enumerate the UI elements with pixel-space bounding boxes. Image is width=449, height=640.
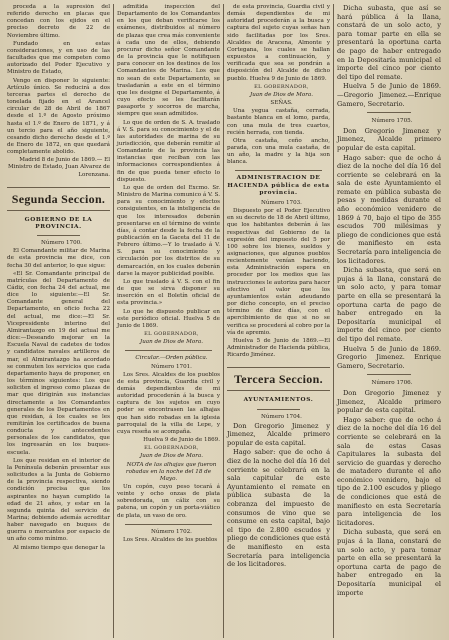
paragraph: Otra castaña, ceño ancho, parada, con una mula castaña, de un año, la madre y la hija son blanca.	[227, 137, 330, 166]
circular-header: Circular.—Orden pública.	[135, 355, 208, 362]
paragraph: Huelva 5 de Junio de 1869. —Gregorio Jimenez.—Enrique Gamero, Secretario.	[337, 82, 441, 108]
column-4	[334, 4, 444, 638]
paragraph: admitida inspección del Departamento de los Comandantes en los que deban verificarse los exámenes, distribuidos al número de plazas que crea más conveniente á cada uno de ellos, debiendo procurar dicho señor Comandante de la provincia que le notifiquen para conocer en los destinos de los Comandantes de Marina. Los que no sean de este Departamento, se trasladarán a este en el término que les designe el Departamento, á cuyo efecto se les facilitarán pasaporte y socorros de marcha, siempre que sean admitidos.	[117, 4, 220, 118]
article-number: Número 1702.	[151, 528, 192, 535]
article-number: Número 1704.	[261, 413, 302, 420]
signature-title: EL GOBERNADOR,	[254, 83, 309, 90]
paragraph: Lo que he dispuesto publicar en este periódico oficial. Huelva 5 de Junio de 1869.	[117, 308, 220, 329]
section-title: Tercera Seccion.	[227, 367, 330, 391]
paragraph: proceda a la supresión del referido derecho en placas que concedan con los ejidos en el preciso decreto de 22 de Noviembre último.	[7, 4, 110, 39]
nota-heading: NOTA de las alhajas que fueron robadas en la noche del 18 de Mayo.	[125, 461, 217, 482]
paragraph: Al mismo tiempo que denegar la	[13, 544, 105, 551]
signature-name: Juan de Dios de Mora.	[139, 453, 204, 460]
paragraph: Los Sres. Alcaldes de los pueblos	[123, 536, 218, 543]
article-number: Número 1700.	[41, 240, 82, 247]
divider	[367, 374, 411, 375]
divider	[367, 112, 411, 113]
subsection-title: AYUNTAMIENTOS.	[243, 397, 314, 404]
paragraph: Don Gregorio Jimenez y Jimenez, Alcalde primero popular de esta capital.	[337, 126, 441, 152]
paragraph: Hago saber: que de ocho á diez de la noche del día 16 del corriente se celebrará en la sala de estas Casas Capitulares la subasta del servicio de guardas y derecho de matadero durante el año económico venidero, bajo el tipo de 2.100 escudos y pliego de condiciones que está de manifiesto en esta Secretaría para inteligencia de los licitadores.	[337, 415, 441, 527]
paragraph: El Comandante militar de Marina de esta provincia me dice, con fecha 30 del anterior, lo que sigue:	[7, 248, 110, 269]
paragraph: Dicha subasta, que será en pujas á la llana, constará de un solo acto, y para tomar parte en ella se presentará la oportuna carta de pago de haber entregado en la Depositaría municipal el importe	[337, 528, 441, 597]
paragraph: Hago saber: que de ocho á diez de la noche del día 16 del corriente se celebrará en la sala de este Ayuntamiento el remate en pública subasta de pesas y medidas durante el año económico venidero de 1869 á 70, bajo el tipo de 355 escudos 700 milésimas y pliego de condiciones que está de manifiesto en esta Secretaría para inteligencia de los licitadores.	[337, 153, 441, 265]
column-2	[114, 4, 224, 638]
column-3	[224, 4, 334, 638]
signature-title: EL GOBERNADOR,	[144, 445, 199, 452]
paragraph: Don Gregorio Jimenez y Jimenez, Alcalde primero popular de esta capital.	[337, 388, 441, 415]
paragraph: Dicha subasta, que así se hará pública á la llana, constará de un solo acto, y para tomar parte en ella se presentará la oportuna carta de pago de haber entregado en la Depositaría municipal el importe del cinco por ciento del tipo del remate.	[337, 4, 441, 81]
subsection-title: ADMINISTRACION DE HACIENDA pública de esta provincia.	[227, 175, 330, 196]
article-number: Número 1705.	[371, 118, 413, 125]
divider	[37, 235, 80, 236]
signature-title: EL GOBERNADOR,	[144, 331, 199, 338]
paragraph: Huelva 5 de Junio de 1869.—El Administrador de Hacienda pública, Ricardo Jiménez.	[227, 337, 330, 359]
paragraph: Vengo en disponer lo siguiente: Artículo único. Se reducirá a dos terceras partes el derecho de tonelada fijado en el Arancel circular de 28 de Abril de 1867 desde el 1.º de Agosto próximo hasta el 1.º de Enero de 1871, y á un tercio para el año siguiente, cesando dicho derecho desde el 1.º de Enero de 1872, en que quedará completamente abolido.	[7, 77, 110, 156]
section-title: Segunda Seccion.	[7, 187, 110, 211]
paragraph: Don Gregorio Jimenez y Jimenez, Alcalde primero popular de esta capital.	[227, 421, 330, 447]
article-number: Número 1703.	[261, 199, 302, 206]
divider	[257, 409, 300, 410]
paragraph: de esta provincia, Guardia civil y demás dependientes de mi autoridad procederán a la busca y captura del sujeto cuyas señas han sido facilitadas por los Sres. Alcaldes de Aracena, Almonte y Cortegana, los cuales se hallan expuestos a continuación, y verificada que sea se pondrán a disposición del Alcalde de dicho pueblo. Huelva 9 de Junio de 1869.	[227, 4, 330, 82]
paragraph: Hago saber: que de ocho á diez de la noche del día 16 del corriente se celebrará en la sala capitular de este Ayuntamiento el remate en pública subasta de la cobranza del impuesto de consumos de vino que se consume en esta capital, bajo el tipo de 2.800 escudos y pliego de condiciones que está de manifiesto en esta Secretaría para inteligencia de los licitadores.	[227, 448, 330, 569]
paragraph: Lo que traslado á V. S. con el fin de que se sirva disponer su inserción en el Boletín oficial de esta provincia.»	[117, 278, 220, 307]
paragraph: Los que residan en el interior de la Península deberán presentar sus solicitudes a la Junta de Gobierno de la provincia respectiva, siendo condición precisa que los aspirantes no hayan cumplido la edad de 21 años, y estar en la segunda quinta del servicio de Marina; debiendo además acreditar haber navegado en buques de guerra o mercantes por espacio de un año como mínimo.	[7, 457, 110, 543]
senas-heading: SEÑAS.	[270, 100, 293, 107]
paragraph: Una yegua castaña, cerrada, bastante blanca en el lomo, parda, con una mula de tres cuartos, recién herrada, con tienda.	[227, 108, 330, 136]
column-1	[4, 4, 114, 638]
paragraph: Huelva 5 de Junio de 1869. Gregorio Jimenez. Enrique Gamero, Secretario.	[337, 344, 441, 370]
date-line: Madrid 8 de Junio de 1869.— El Ministro de Estado, Juan Alvarez de Lorenzana.	[7, 157, 110, 178]
paragraph: Un copón, cuyo peso tocará á veinte y ocho onzas de plata sobredorada, un cáliz con su patena, un copón y un porta-viático de plata, un vaso de oro.	[117, 484, 220, 519]
paragraph: Fundado en estas consideraciones, y en uso de las facultades que me competen como autorizado del Poder Ejecutivo y Ministro de Estado,	[7, 40, 110, 76]
article-number: Número 1701.	[151, 363, 192, 370]
subsection-title: GOBIERNO DE LA PROVINCIA.	[24, 216, 93, 230]
article-number: Número 1706.	[371, 380, 413, 387]
notice-body	[227, 422, 330, 569]
divider	[125, 524, 212, 525]
signature-name: Juan de Dios de Mora.	[249, 91, 314, 98]
paragraph: «El Sr. Comandante principal de matrículas del Departamento de Cádiz, con fecha 24 del actual, me dice lo siguiente:—El Sr. Comandante general del Departamento, en oficio fecha 22 del actual, me dice:—El Sr. Vicepresidente interino del Almirantazgo en 19 del actual me dice:—Deseando mejorar en la Escuela Naval de cadetes de todos y candidatos navales artilleros de mar, el Almirantazgo ha acordado se conmuten los servicios que cada departamento haya de proponer, en los términos siguientes: Los que soliciten el ingreso como plazas de mar que dirigirán sus instancias directamente a los Comandantes generales de los Departamentos en que residan, á los cuales se les remitirán los certificados de buena conducta y antecedentes personales de los candidatos, que los ingresarán en los buques-escuela.	[7, 270, 110, 456]
divider	[235, 170, 322, 171]
paragraph: Dispuesto por el Poder Ejecutivo en su decreto de 18 de Abril último, que los habitantes deberán á las respectivas del Gobierno de la expresión del impuesto del 5 por 100 sobre los bienes, sueldos y asignaciones, que algunos pueblos recientemente venían haciendo, esta Administración espera en proceder por los medios que las instrucciones le autoriza para hacer efectivo el valor que los ayuntamientos están adeudando por dicho concepto, en el preciso término de diez días, con el apercibimiento de que si no se verifica se procederá al cobro por la vía de apremio.	[227, 208, 330, 336]
paragraph: Lo que de orden del Excmo. Sr. Ministro de Marina comunico á V. S. para su conocimiento y efectos consiguientes, en la inteligencia de que los interesados deberán presentarse en el término de veinte días, á contar desde la fecha de la publicación en la Gaceta del 11 de Febrero último.—Y lo traslado á V. S. para su conocimiento y circulación por los distritos de su demarcación, en los cuales deberán darse la mayor publicidad posible.	[117, 184, 220, 277]
date-line: Huelva 9 de Junio de 1869.	[143, 437, 220, 444]
signature-name: Juan de Dios de Mora.	[139, 339, 204, 346]
paragraph: Dicha subasta, que será en pujas á la llana, constará de un solo acto, y para tomar parte en ella se presentará la oportuna carta de pago de haber entregado en la Depositaría municipal el importe del cinco por ciento del tipo del remate.	[337, 266, 441, 343]
paragraph: Lo que de orden de S. A. traslado á V. S. para su conocimiento y el de las autoridades de marina de su jurisdicción, que deberán remitir al Comandante de la provincia las instancias que reciban con las informaciones correspondientes á fin de que pueda tener efecto lo dispuesto.	[117, 119, 220, 183]
divider	[125, 350, 212, 351]
paragraph: Los Sres. Alcaldes de los pueblos de esta provincia, Guardia civil y demás dependientes de mi autoridad procederán á la busca y captura de los sujetos en cuyo poder se encontrasen las alhajas que han sido robadas en la iglesia parroquial de la villa de Lepe, y cuya reseña se acompaña.	[117, 371, 220, 435]
